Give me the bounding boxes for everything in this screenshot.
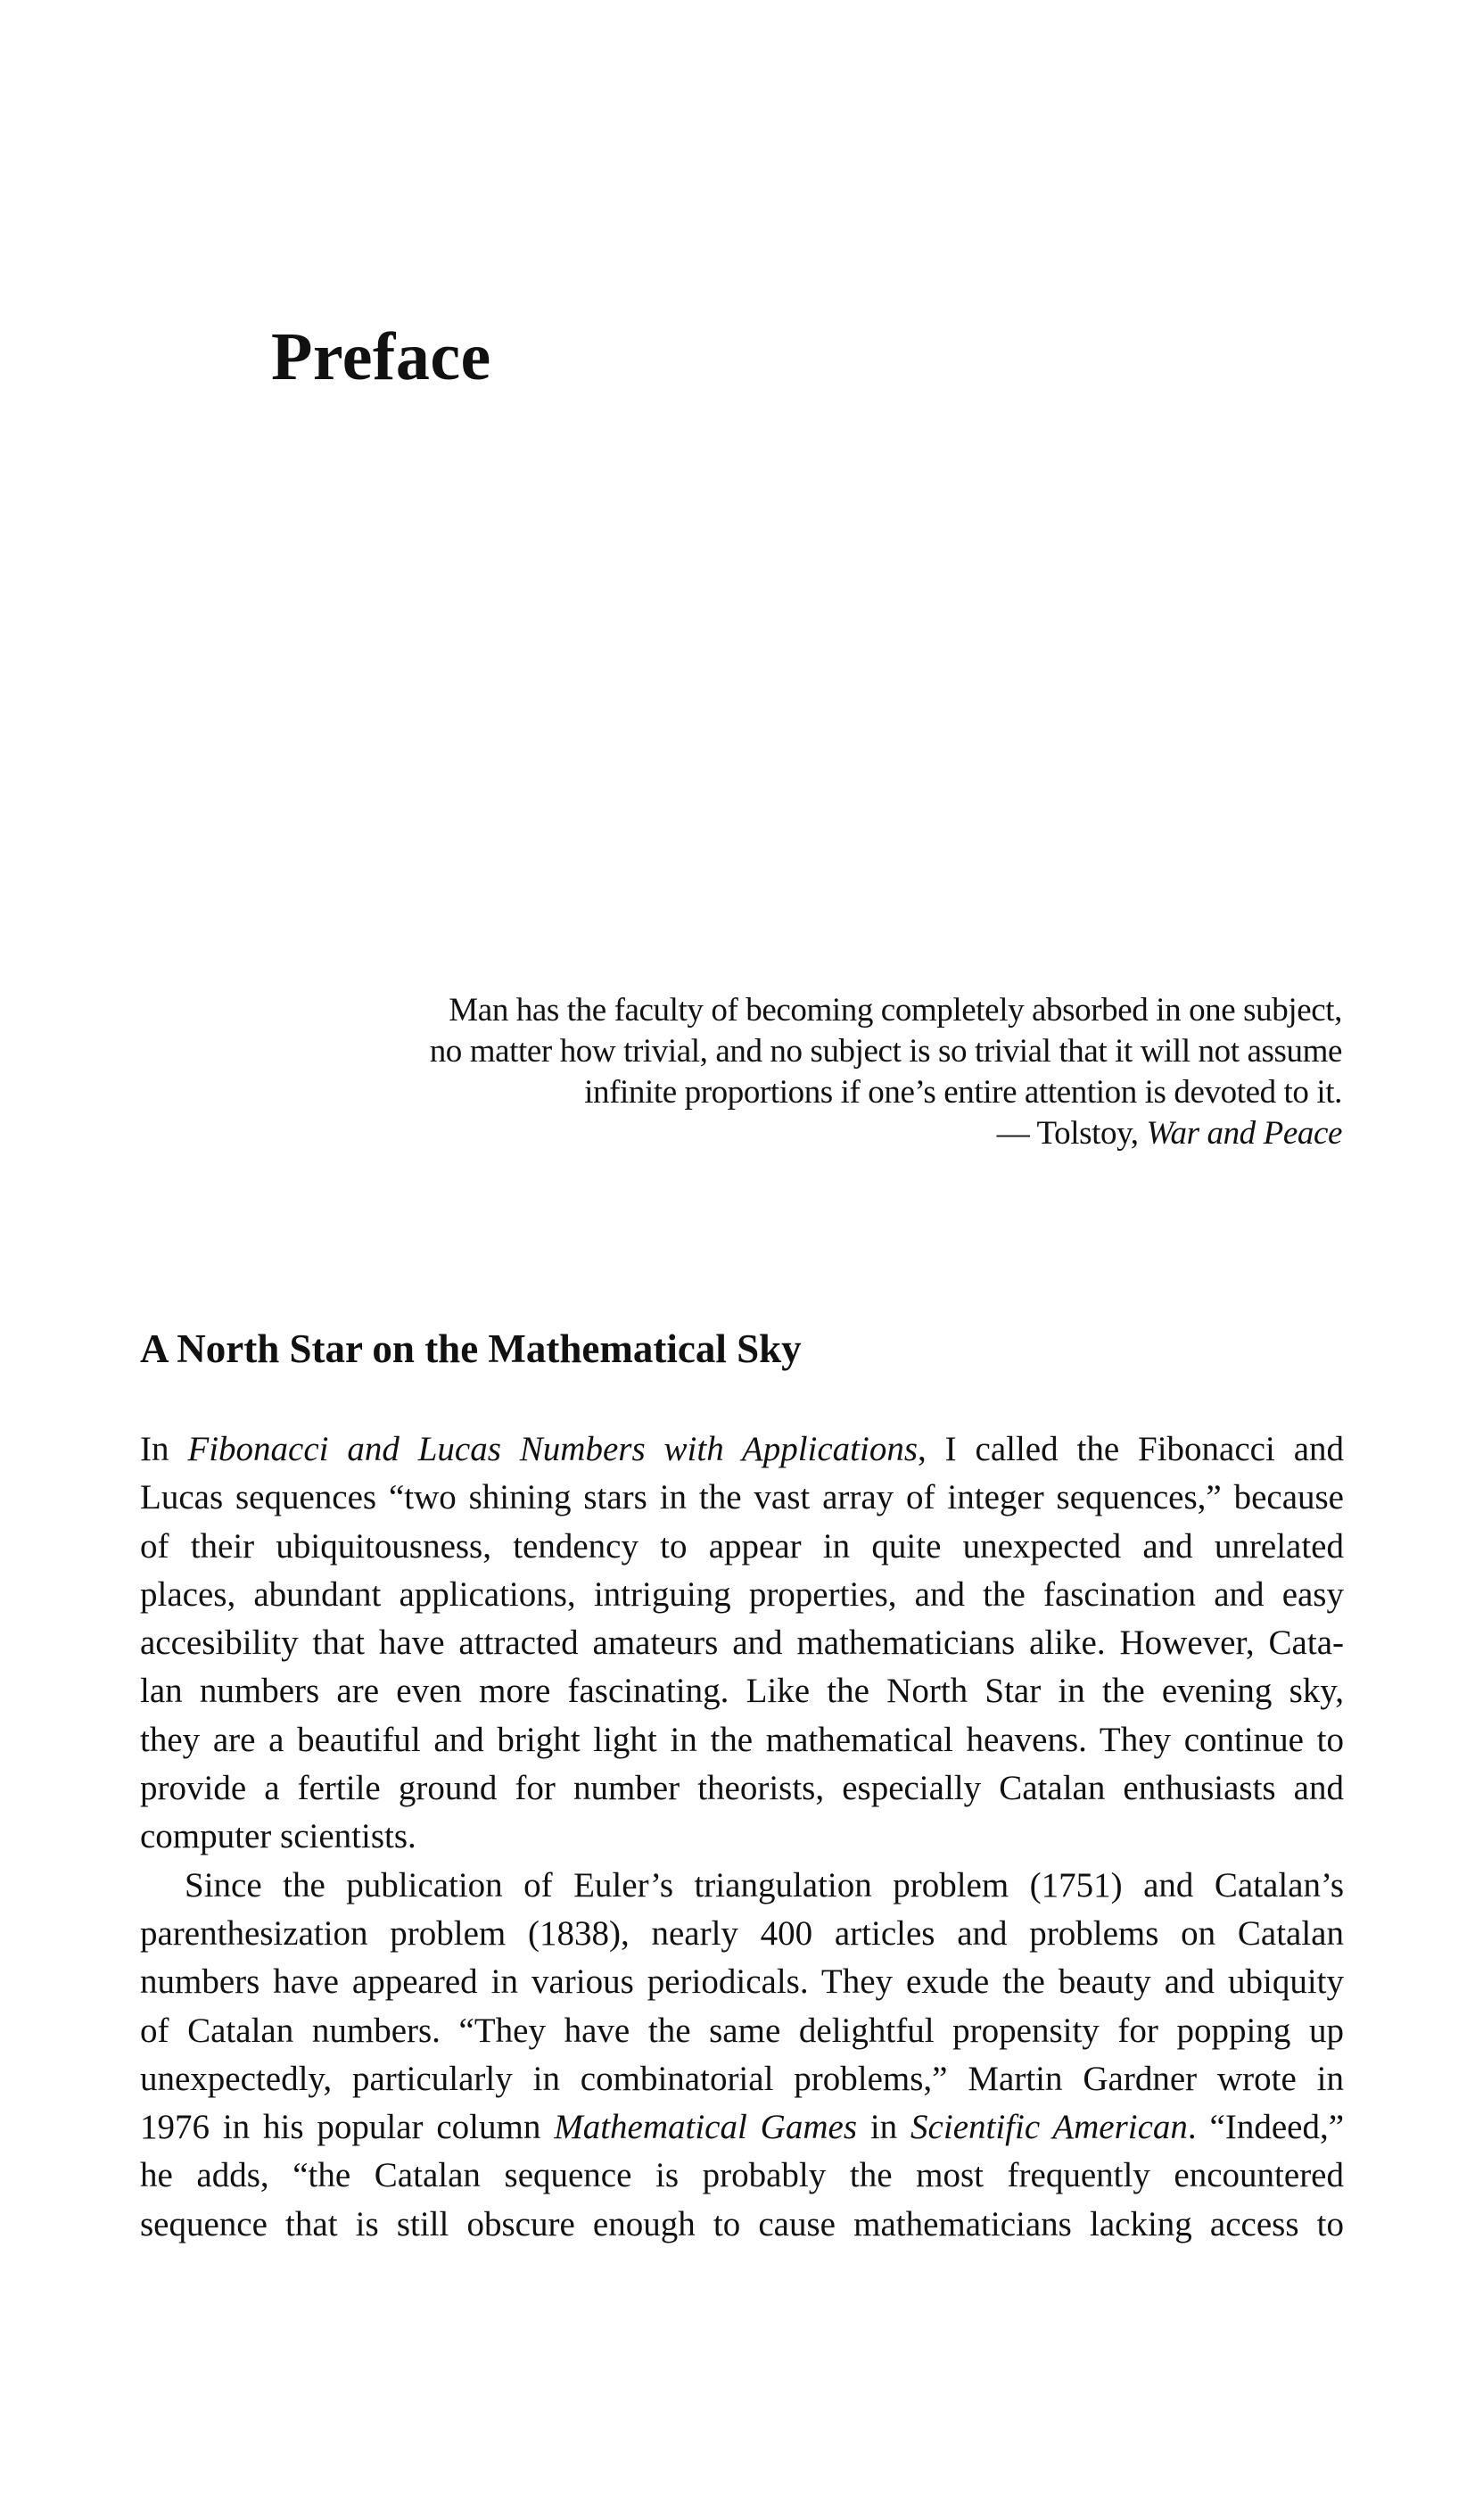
text-line: parenthesization problem (1838), nearly 400 articles and problems on Catalan — [140, 1913, 1344, 1953]
epigraph — [375, 990, 1342, 1154]
body-text — [140, 1425, 1344, 2249]
book-title: Fibonacci and Lucas Numbers with Applications — [187, 1430, 919, 1468]
text-line: provide a fertile ground for number theorists, especially Catalan enthusiasts and — [140, 1769, 1344, 1808]
text-line: Lucas sequences “two shining stars in the vast array of integer sequences,” because — [140, 1478, 1344, 1517]
section-heading: A North Star on the Mathematical Sky — [140, 1326, 802, 1371]
text-line: places, abundant applications, intriguing properties, and the fascination and easy — [140, 1574, 1344, 1614]
text-run: In — [140, 1430, 188, 1468]
text-run: . “Indeed,” — [1187, 2108, 1344, 2147]
epigraph-line: no matter how trivial, and no subject is so trivial that it will not assume — [429, 1033, 1342, 1070]
text-run: 1976 in his popular column — [140, 2108, 555, 2147]
paragraph — [140, 1862, 1344, 2249]
text-line: of their ubiquitousness, tendency to appear in quite unexpected and unrelated — [140, 1526, 1344, 1566]
text-line: he adds, “the Catalan sequence is probably the most frequently encountered — [140, 2156, 1344, 2195]
epigraph-line: Man has the faculty of becoming completely absorbed in one subject, — [449, 992, 1342, 1029]
text-line: of Catalan numbers. “They have the same delightful propensity for popping up — [140, 2011, 1344, 2050]
text-line: unexpectedly, particularly in combinatorial problems,” Martin Gardner wrote in — [140, 2059, 1344, 2098]
text-line — [140, 2103, 1344, 2152]
text-line: they are a beautiful and bright light in the mathematical heavens. They continue to — [140, 1720, 1344, 1759]
text-line: lan numbers are even more fascinating. Like the North Star in the evening sky, — [140, 1672, 1344, 1711]
paragraph — [140, 1425, 1344, 1862]
attribution-author: — Tolstoy, — [996, 1115, 1147, 1152]
text-line: Since the publication of Euler’s triangulation problem (1751) and Catalan’s — [185, 1865, 1344, 1904]
text-line: accesibility that have attracted amateurs and mathematicians alike. However, Cata- — [140, 1624, 1344, 1663]
text-line: sequence that is still obscure enough to cause mathematicians lacking access to — [140, 2204, 1344, 2243]
chapter-title: Preface — [271, 319, 491, 394]
epigraph-line: infinite proportions if one’s entire attention is devoted to it. — [584, 1074, 1342, 1111]
epigraph-attribution — [375, 1113, 1342, 1154]
text-run: , I called the Fibonacci and — [918, 1430, 1344, 1468]
magazine-title: Scientific American — [910, 2108, 1188, 2147]
text-run: in — [857, 2108, 911, 2147]
text-line — [140, 1425, 1344, 1474]
text-line: numbers have appeared in various periodicals. They exude the beauty and ubiquity — [140, 1962, 1344, 2002]
text-line: computer scientists. — [140, 1817, 416, 1856]
attribution-work: War and Peace — [1146, 1115, 1342, 1152]
column-title: Mathematical Games — [554, 2108, 857, 2147]
